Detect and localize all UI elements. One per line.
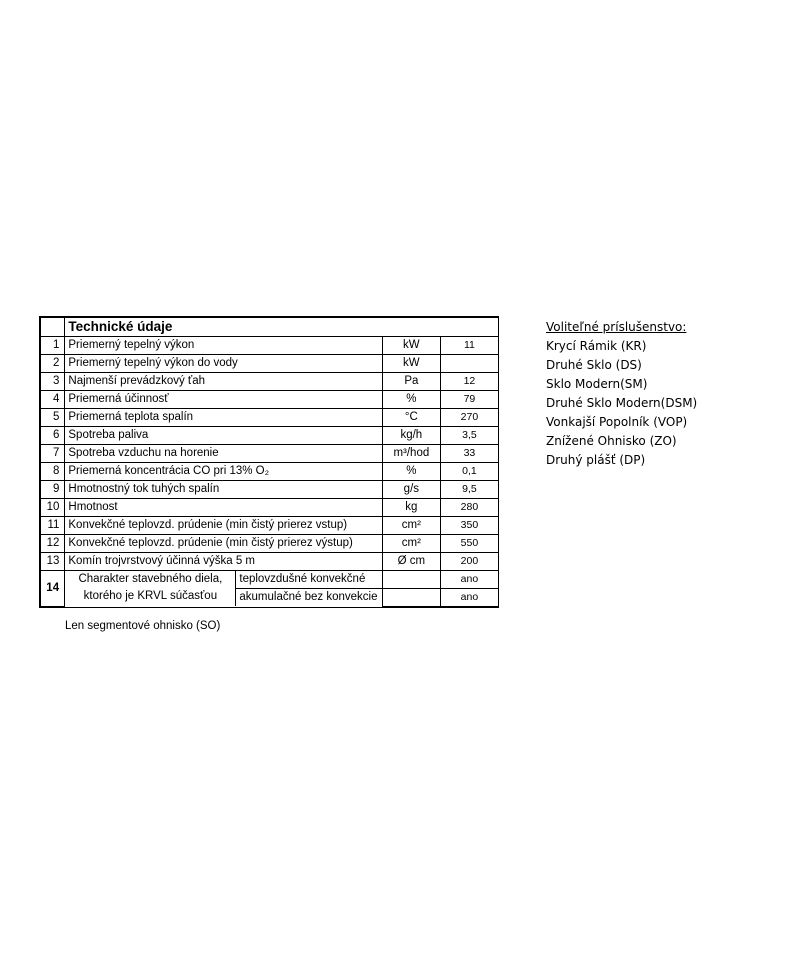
row-value: 0,1 [440,463,498,481]
row-description: Priemerná koncentrácia CO pri 13% O₂ [65,463,382,481]
row-description: Spotreba paliva [65,427,382,445]
row-unit: cm² [382,535,440,553]
row-value: 550 [440,535,498,553]
table-title-row [40,317,499,337]
row-description: Konvekčné teplovzd. prúdenie (min čistý prierez vstup) [65,517,382,535]
row-value: 270 [440,409,498,427]
row-number: 9 [40,481,65,499]
row-description: Komín trojvrstvový účinná výška 5 m [65,553,382,571]
row14-sub-labels [236,571,381,606]
row-number: 2 [40,355,65,373]
table-row [40,445,499,463]
table-row [40,409,499,427]
row-value: 350 [440,517,498,535]
row14-sub1-value: ano [440,571,498,589]
row-value: 280 [440,499,498,517]
table-title: Technické údaje [65,317,499,337]
row-number: 7 [40,445,65,463]
row14-character [65,571,236,606]
table-row [40,373,499,391]
row-description: Priemerná teplota spalín [65,409,382,427]
accessory-item: Znížené Ohnisko (ZO) [546,434,677,448]
table-row [40,517,499,535]
row-description: Spotreba vzduchu na horenie [65,445,382,463]
row-value: 9,5 [440,481,498,499]
row-description: Priemerný tepelný výkon [65,337,382,355]
table-row [40,427,499,445]
row-unit: Pa [382,373,440,391]
row-description: Priemerná účinnosť [65,391,382,409]
table-row [40,499,499,517]
row-value [440,355,498,373]
row-unit: kW [382,337,440,355]
row-number: 11 [40,517,65,535]
row14-sub1-unit [382,571,440,589]
row-description: Hmotnost [65,499,382,517]
row-number: 13 [40,553,65,571]
row-description: Priemerný tepelný výkon do vody [65,355,382,373]
row-number: 3 [40,373,65,391]
row-value: 11 [440,337,498,355]
row14-sub2-label: akumulačné bez konvekcie [239,591,378,604]
accessory-item: Druhý plášť (DP) [546,453,646,467]
table-row [40,481,499,499]
row-description: Konvekčné teplovzd. prúdenie (min čistý prierez výstup) [65,535,382,553]
row14-sub1-label: teplovzdušné konvekčné [236,571,381,589]
row14-sub2-value: ano [440,589,498,608]
row-unit: g/s [382,481,440,499]
row-value: 79 [440,391,498,409]
accessories-list [546,337,697,470]
technical-data-table [39,316,499,608]
row-unit: kg/h [382,427,440,445]
row-unit: kg [382,499,440,517]
row-value: 3,5 [440,427,498,445]
footnote: Len segmentové ohnisko (SO) [65,620,221,632]
table-row [40,463,499,481]
row14-character-line1: Charakter stavebného diela, [78,573,223,586]
accessory-item: Krycí Rámik (KR) [546,339,647,353]
row14-sub2-unit [382,589,440,608]
accessory-item: Druhé Sklo Modern(DSM) [546,396,698,410]
optional-accessories [546,318,697,470]
table-row-14a [40,571,499,589]
accessory-item: Vonkajší Popolník (VOP) [546,415,688,429]
row-description: Najmenší prevádzkový ťah [65,373,382,391]
row14-description-group [65,571,382,608]
row-number: 5 [40,409,65,427]
row-unit: m³/hod [382,445,440,463]
row14-character-line2: ktorého je KRVL súčasťou [83,590,218,603]
table-row [40,355,499,373]
row-number: 4 [40,391,65,409]
row-number: 10 [40,499,65,517]
row-value: 12 [440,373,498,391]
table-row [40,391,499,409]
row-unit: Ø cm [382,553,440,571]
row-number: 6 [40,427,65,445]
row-number: 12 [40,535,65,553]
row-number: 8 [40,463,65,481]
accessories-title: Voliteľné príslušenstvo: [546,320,687,334]
row-unit: kW [382,355,440,373]
row-unit: °C [382,409,440,427]
row-number: 1 [40,337,65,355]
table-row [40,337,499,355]
row-unit: % [382,463,440,481]
accessory-item: Sklo Modern(SM) [546,377,648,391]
table-row [40,535,499,553]
row-unit: cm² [382,517,440,535]
accessory-item: Druhé Sklo (DS) [546,358,642,372]
row-value: 200 [440,553,498,571]
table-row [40,553,499,571]
row-description: Hmotnostný tok tuhých spalín [65,481,382,499]
row-unit: % [382,391,440,409]
row-number: 14 [40,571,65,608]
row-value: 33 [440,445,498,463]
